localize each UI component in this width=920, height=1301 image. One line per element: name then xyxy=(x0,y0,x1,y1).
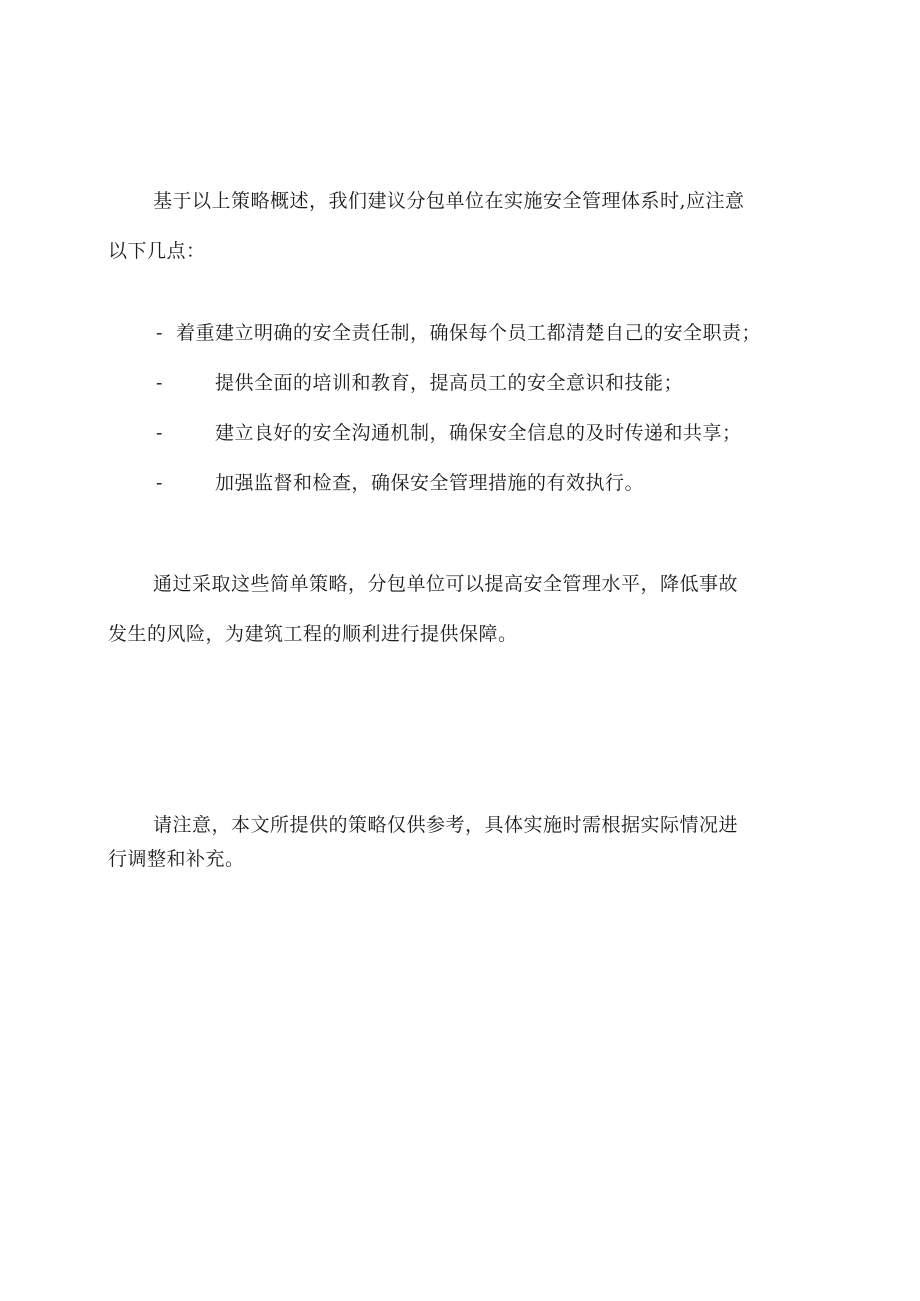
note-line-2: 行调整和补充。 xyxy=(108,848,245,870)
note-line-1: 请注意，本文所提供的策略仅供参考，具体实施时需根据实际情况进 xyxy=(153,814,739,836)
intro-line-2: 以下几点： xyxy=(108,240,206,262)
conclusion-paragraph xyxy=(108,559,828,659)
list-item-text: 提供全面的培训和教育，提高员工的安全意识和技能； xyxy=(215,372,684,394)
list-item xyxy=(156,468,846,518)
intro-line-1: 基于以上策略概述，我们建议分包单位在实施安全管理体系时,应注意 xyxy=(153,190,745,212)
list-item-text: 着重建立明确的安全责任制，确保每个员工都清楚自己的安全职责； xyxy=(176,322,762,344)
list-item xyxy=(156,318,846,368)
list-item xyxy=(156,368,846,418)
bullet-dash: - xyxy=(156,472,163,494)
list-item xyxy=(156,418,846,468)
note-paragraph xyxy=(108,808,828,876)
list-item-text: 建立良好的安全沟通机制，确保安全信息的及时传递和共享； xyxy=(215,422,742,444)
recommendation-list xyxy=(156,318,846,518)
bullet-dash: - xyxy=(156,322,163,344)
bullet-dash: - xyxy=(156,372,163,394)
conclusion-line-1: 通过采取这些简单策略，分包单位可以提高安全管理水平，降低事故 xyxy=(153,573,739,595)
bullet-dash: - xyxy=(156,422,163,444)
conclusion-line-2: 发生的风险，为建筑工程的顺利进行提供保障。 xyxy=(108,623,518,645)
intro-paragraph xyxy=(108,176,828,276)
list-item-text: 加强监督和检查，确保安全管理措施的有效执行。 xyxy=(215,472,645,494)
